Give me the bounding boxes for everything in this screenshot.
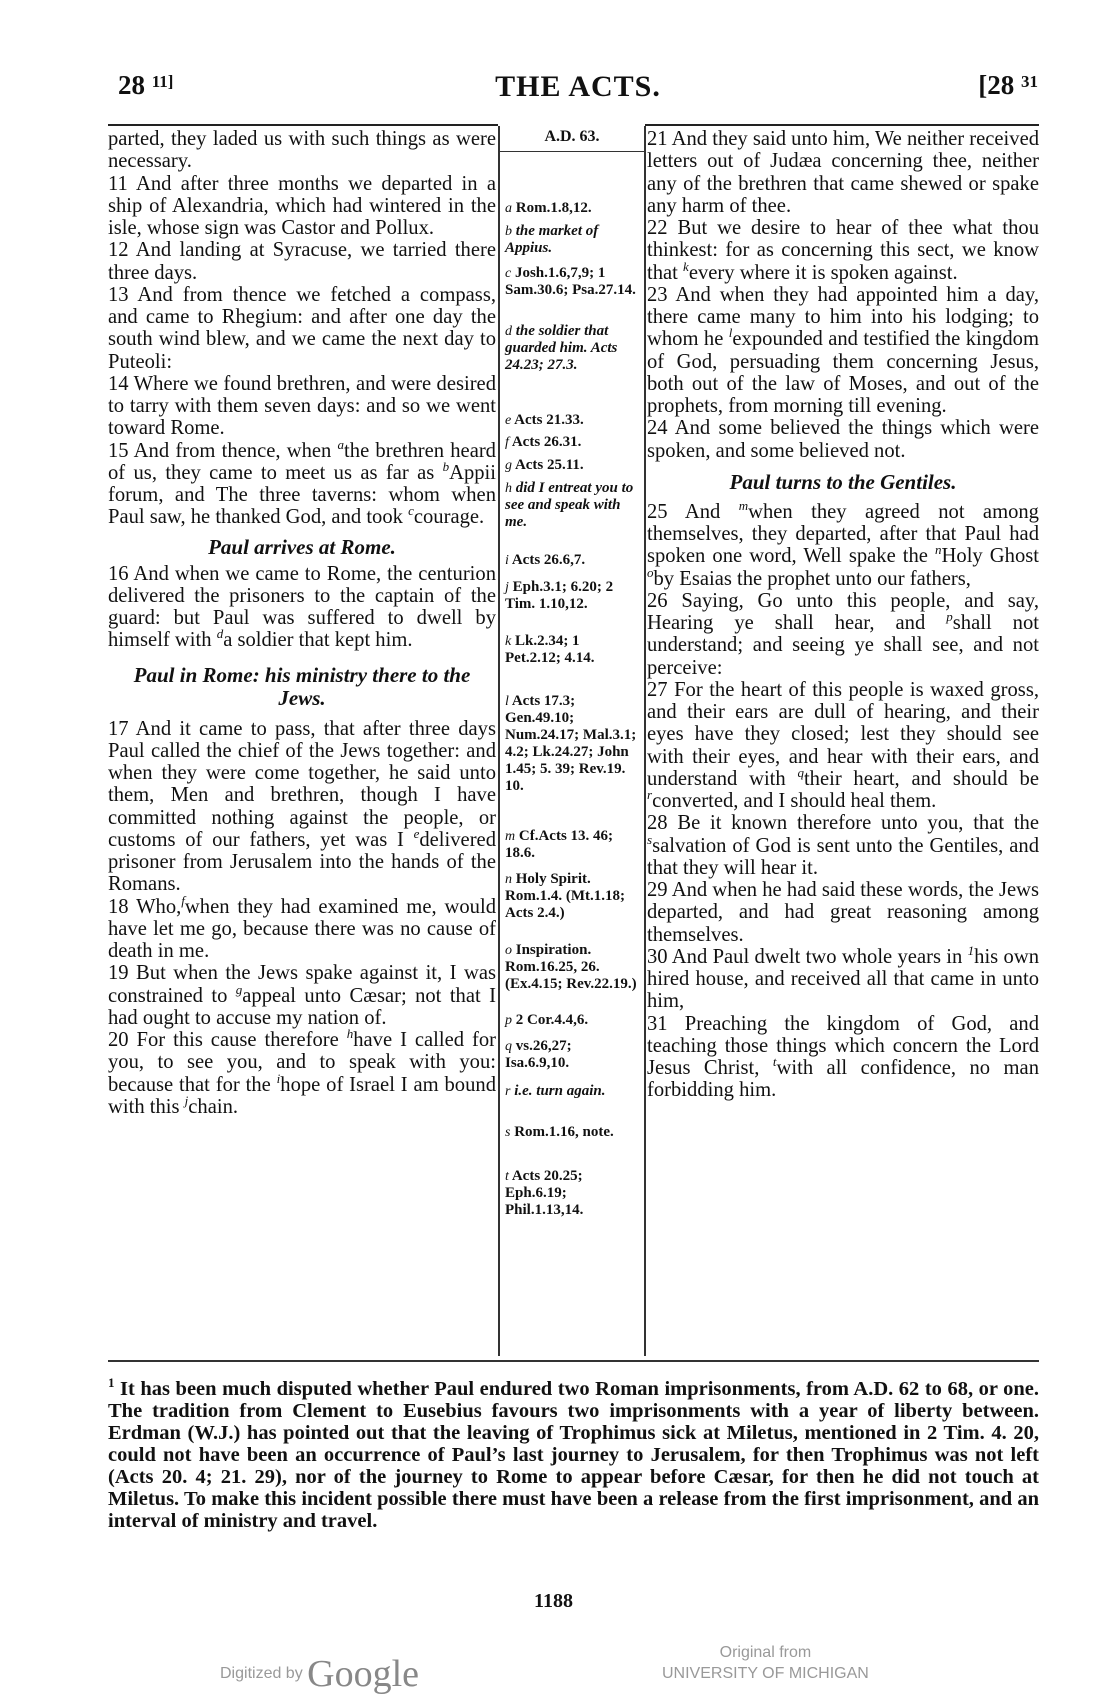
cross-reference: h did I entreat you to see and speak with me. [505, 480, 634, 530]
cross-reference: g Acts 25.11. [505, 457, 584, 473]
cross-reference: i Acts 26.6,7. [505, 552, 586, 568]
verse-paragraph: 26 Saying, Go unto this people, and say, Hearing ye shall hear, and $^p$shall not understand; and seeing ye shall see, and not perceive: [647, 589, 1039, 679]
verse-paragraph: 16 And when we came to Rome, the centurion delivered the prisoners to the captain of the guard: but Paul was suffered to dwell by himself with $^d$a soldier that kept him. [108, 562, 496, 652]
google-logo: Google [307, 1653, 420, 1695]
date-label: A.D. 63. [499, 128, 645, 152]
verse-paragraph: 14 Where we found brethren, and were desired to tarry with them seven days: and so we went toward Rome. [108, 372, 496, 440]
header-rule-left [108, 124, 498, 126]
cross-reference: r i.e. turn again. [505, 1083, 606, 1099]
header-right-ref: [28 $^{31}$ [978, 70, 1038, 100]
cross-reference: s Rom.1.16, note. [505, 1124, 614, 1140]
cross-reference: a Rom.1.8,12. [505, 200, 592, 216]
header-rule-right [645, 124, 1039, 126]
footnote [108, 1372, 1039, 1532]
footnote-rule [108, 1360, 1039, 1362]
header-left-ref: 28 $^{11]}$ [118, 70, 174, 100]
verse-paragraph: 29 And when he had said these words, the Jews departed, and had great reasoning among themselves. [647, 879, 1039, 946]
verse-paragraph: 27 For the heart of this people is waxed gross, and their ears are dull of hearing, and their eyes have they closed; lest they should see with their eyes, and hear with their ears, and understand with $^q$their heart, and should be $^r$converted, and I should heal them. [647, 678, 1039, 812]
verse-paragraph: 13 And from thence we fetched a compass, and came to Rhegium: and after one day the south wind blew, and we came the next day to Puteoli: [108, 283, 496, 373]
cross-reference: b the market of Appius. [505, 223, 599, 256]
cross-reference: m Cf.Acts 13. 46; 18.6. [505, 828, 614, 861]
running-header [118, 70, 1038, 106]
verse-paragraph: 24 And some believed the things which were spoken, and some believed not. [647, 417, 1039, 462]
library-watermark: Original from UNIVERSITY OF MICHIGAN [662, 1644, 869, 1682]
section-heading: Paul turns to the Gentiles. [729, 469, 957, 494]
cross-reference: n Holy Spirit. Rom.1.4. (Mt.1.18; Acts 2.4.) [505, 871, 625, 921]
cross-reference: l Acts 17.3; Gen.49.10; Num.24.17; Mal.3.1; 4.2; Lk.24.27; John 1.45; 5. 39; Rev.19. 10. [505, 693, 637, 794]
verse-paragraph: 12 And landing at Syracuse, we tarried there three days. [108, 239, 496, 284]
page-number: 1188 [534, 1590, 573, 1612]
verse-paragraph: 30 And Paul dwelt two whole years in $^1$his own hired house, and received all that came in unto him, [647, 942, 1039, 1013]
section-heading: Paul in Rome: his ministry there to the Jews. [133, 662, 471, 710]
verse-paragraph: 19 But when the Jews spake against it, I was constrained to $^g$appeal unto Cæsar; not that I had ought to accuse my nation of. [108, 962, 496, 1029]
header-title: THE ACTS. [495, 70, 661, 103]
verse-paragraph: 18 Who,$^f$when they had examined me, would have let me go, because there was no cause of death in me. [108, 892, 496, 962]
verse-paragraph: 20 For this cause therefore $^h$have I called for you, to see you, and to speak with you: because that for the $^i$hope of Israel I am bound with this $^j$chain. [108, 1026, 496, 1118]
verse-paragraph: 15 And from thence, when $^a$the brethren heard of us, they came to meet us as far as $^b$Appii forum, and The three taverns: whom when Paul saw, he thanked God, and took $^c$courage. [108, 436, 496, 529]
verse-paragraph: 31 Preaching the kingdom of God, and teaching those things which concern the Lord Jesus Christ, $^t$with all confidence, no man forbidding him. [647, 1012, 1039, 1102]
cross-reference: j Eph.3.1; 6.20; 2 Tim. 1.10,12. [505, 579, 614, 612]
cross-reference: p 2 Cor.4.4,6. [505, 1012, 589, 1028]
footnote-text: It has been much disputed whether Paul endured two Roman imprisonments, from A.D. 62 to 68, or one. The tradition from Clement to Eusebius favours two imprisonments with a year of liberty between. Erdman (W.J.) has pointed out that the leaving of Trophimus sick at Miletus, mentioned in 2 Tim. 4. 20, could not have been an occurrence of Paul’s last journey to Jerusalem, for then Trophimus was not left (Acts 20. 4; 21. 29), nor of the journey to Rome to appear before Cæsar, for then he did not touch at Miletus. To make this incident possible there must have been a release from the first imprisonment, and an interval of ministry and travel. [108, 1377, 1040, 1532]
section-heading: Paul arrives at Rome. [208, 534, 396, 559]
cross-reference: f Acts 26.31. [505, 434, 582, 450]
verse-paragraph: parted, they laded us with such things as were necessary. [108, 128, 496, 173]
column-divider-right [644, 126, 646, 1356]
cross-reference-column [505, 128, 639, 1218]
right-text-column [647, 128, 1039, 1102]
cross-reference: e Acts 21.33. [505, 412, 584, 428]
digitized-by-watermark: Digitized by Google [220, 1653, 420, 1695]
footnote-mark: 1 [108, 1375, 115, 1390]
cross-reference: o Inspiration. Rom.16.25, 26. (Ex.4.15; Rev.22.19.) [505, 942, 637, 992]
verse-paragraph: 22 But we desire to hear of thee what thou thinkest: for as concerning this sect, we know that $^k$every where it is spoken against. [647, 217, 1039, 284]
cross-reference: t Acts 20.25; Eph.6.19; Phil.1.13,14. [505, 1168, 584, 1218]
verse-paragraph: 23 And when they had appointed him a day, there came many to him into his lodging; to whom he $^l$expounded and testified the kingdom of God, persuading them concerning Jesus, both out of the law of Moses, and out of the prophets, from morning till evening. [647, 283, 1039, 417]
verse-paragraph: 25 And $^m$when they agreed not among themselves, they departed, after that Paul had spoken one word, Well spake the $^n$Holy Ghost $^o$by Esaias the prophet unto our fathers, [647, 497, 1039, 590]
cross-reference: q vs.26,27; Isa.6.9,10. [505, 1038, 572, 1071]
verse-paragraph: 28 Be it known therefore unto you, that the $^s$salvation of God is sent unto the Gentiles, and that they will hear it. [647, 812, 1039, 879]
cross-reference: c Josh.1.6,7,9; 1 Sam.30.6; Psa.27.14. [505, 265, 636, 298]
cross-reference: d the soldier that guarded him. Acts 24.23; 27.3. [505, 323, 618, 373]
verse-paragraph: 11 And after three months we departed in a ship of Alexandria, which had wintered in the isle, whose sign was Castor and Pollux. [108, 172, 496, 239]
verse-paragraph: 21 And they said unto him, We neither received letters out of Judæa concerning thee, neither any of the brethren that came shewed or spake any harm of thee. [647, 128, 1040, 217]
verse-paragraph: 17 And it came to pass, that after three days Paul called the chief of the Jews together: and when they were come together, he said unto them, Men and brethren, though I have committed nothing against the people, or customs of our fathers, yet was I $^e$delivered prisoner from Jerusalem into the hands of the Romans. [108, 717, 496, 896]
cross-reference: k Lk.2.34; 1 Pet.2.12; 4.14. [505, 633, 595, 666]
left-text-column [108, 128, 496, 1118]
column-divider-left [498, 126, 500, 1356]
